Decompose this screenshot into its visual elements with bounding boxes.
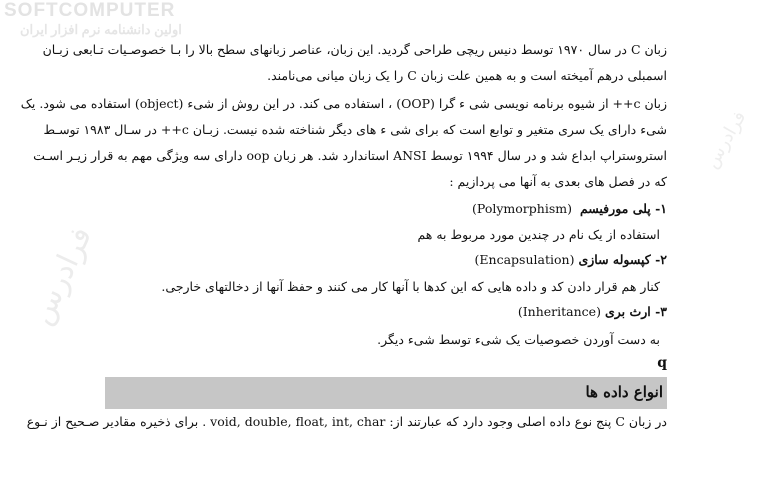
feature-heading-1 — [472, 200, 667, 218]
section-title: انواع داده ها — [585, 383, 663, 401]
feature-heading-3 — [518, 303, 667, 321]
paragraph2-line1: زبان c++ از شیوه برنامه نویسی شی ء گرا (OOP) ، استفاده می کند. در این روش از شیء (object) استفاده می شود. یک — [20, 96, 667, 111]
feature-english: (Encapsulation) — [474, 252, 575, 267]
feature-english: (Inheritance) — [517, 304, 601, 319]
paragraph1-line2: اسمبلی درهم آمیخته است و به همین علت زبان C را یک زبان میانی می‌نامند. — [267, 68, 667, 83]
feature-title: ۱- پلی مورفیسم — [579, 201, 667, 216]
feature-title: ۳- ارث بری — [604, 304, 667, 319]
anchor-glyph-icon: 𝐪 — [657, 355, 667, 371]
feature-heading-2 — [475, 251, 667, 269]
watermark-diagonal: فرادرس — [23, 221, 100, 331]
paragraph1-line1: زبان C در سال ۱۹۷۰ توسط دنیس ریچی طراحی گردید. این زبان، عناصر زبانهای سطح بالا را بـا خصوصـیات تـابعی زبـان — [42, 42, 667, 57]
watermark-diagonal-top: فرادرس — [701, 107, 751, 172]
paragraph2-line2: شیء دارای یک سری متغیر و توابع است که برای شی ء های دیگر شناخته شده نیست. زبـان c++ در سـال ۱۹۸۳ توسـط — [43, 122, 667, 137]
feature-description-3: به دست آوردن خصوصیات یک شیء توسط شیء دیگر. — [377, 332, 660, 347]
watermark-tagline: اولین دانشنامه نرم افزار ایران — [20, 22, 182, 37]
section-heading-band — [105, 377, 667, 409]
watermark-brand: SOFTCOMPUTER — [4, 0, 176, 21]
feature-english: (Polymorphism) — [472, 201, 572, 216]
feature-title: ۲- کپسوله سازی — [578, 252, 667, 267]
feature-description-1: استفاده از یک نام در چندین مورد مربوط به هم — [417, 227, 660, 242]
feature-description-2: کنار هم قرار دادن کد و داده هایی که این کدها با آنها کار می کنند و حفظ آنها از دخالتهای خارجی. — [161, 279, 660, 294]
paragraph2-line4: که در فصل های بعدی به آنها می پردازیم : — [449, 174, 667, 189]
paragraph2-line3: استروستراپ ابداع شد و در سال ۱۹۹۴ توسط ANSI استاندارد شد. هر زبان oop دارای سه ویژگی مهم به قرار زیـر اسـت — [33, 148, 667, 163]
section-first-line: در زبان C پنج نوع داده اصلی وجود دارد که عبارتند از: void, double, float, int, char . برای ذخیره مقادیر صـحیح از نـوع — [26, 414, 667, 429]
